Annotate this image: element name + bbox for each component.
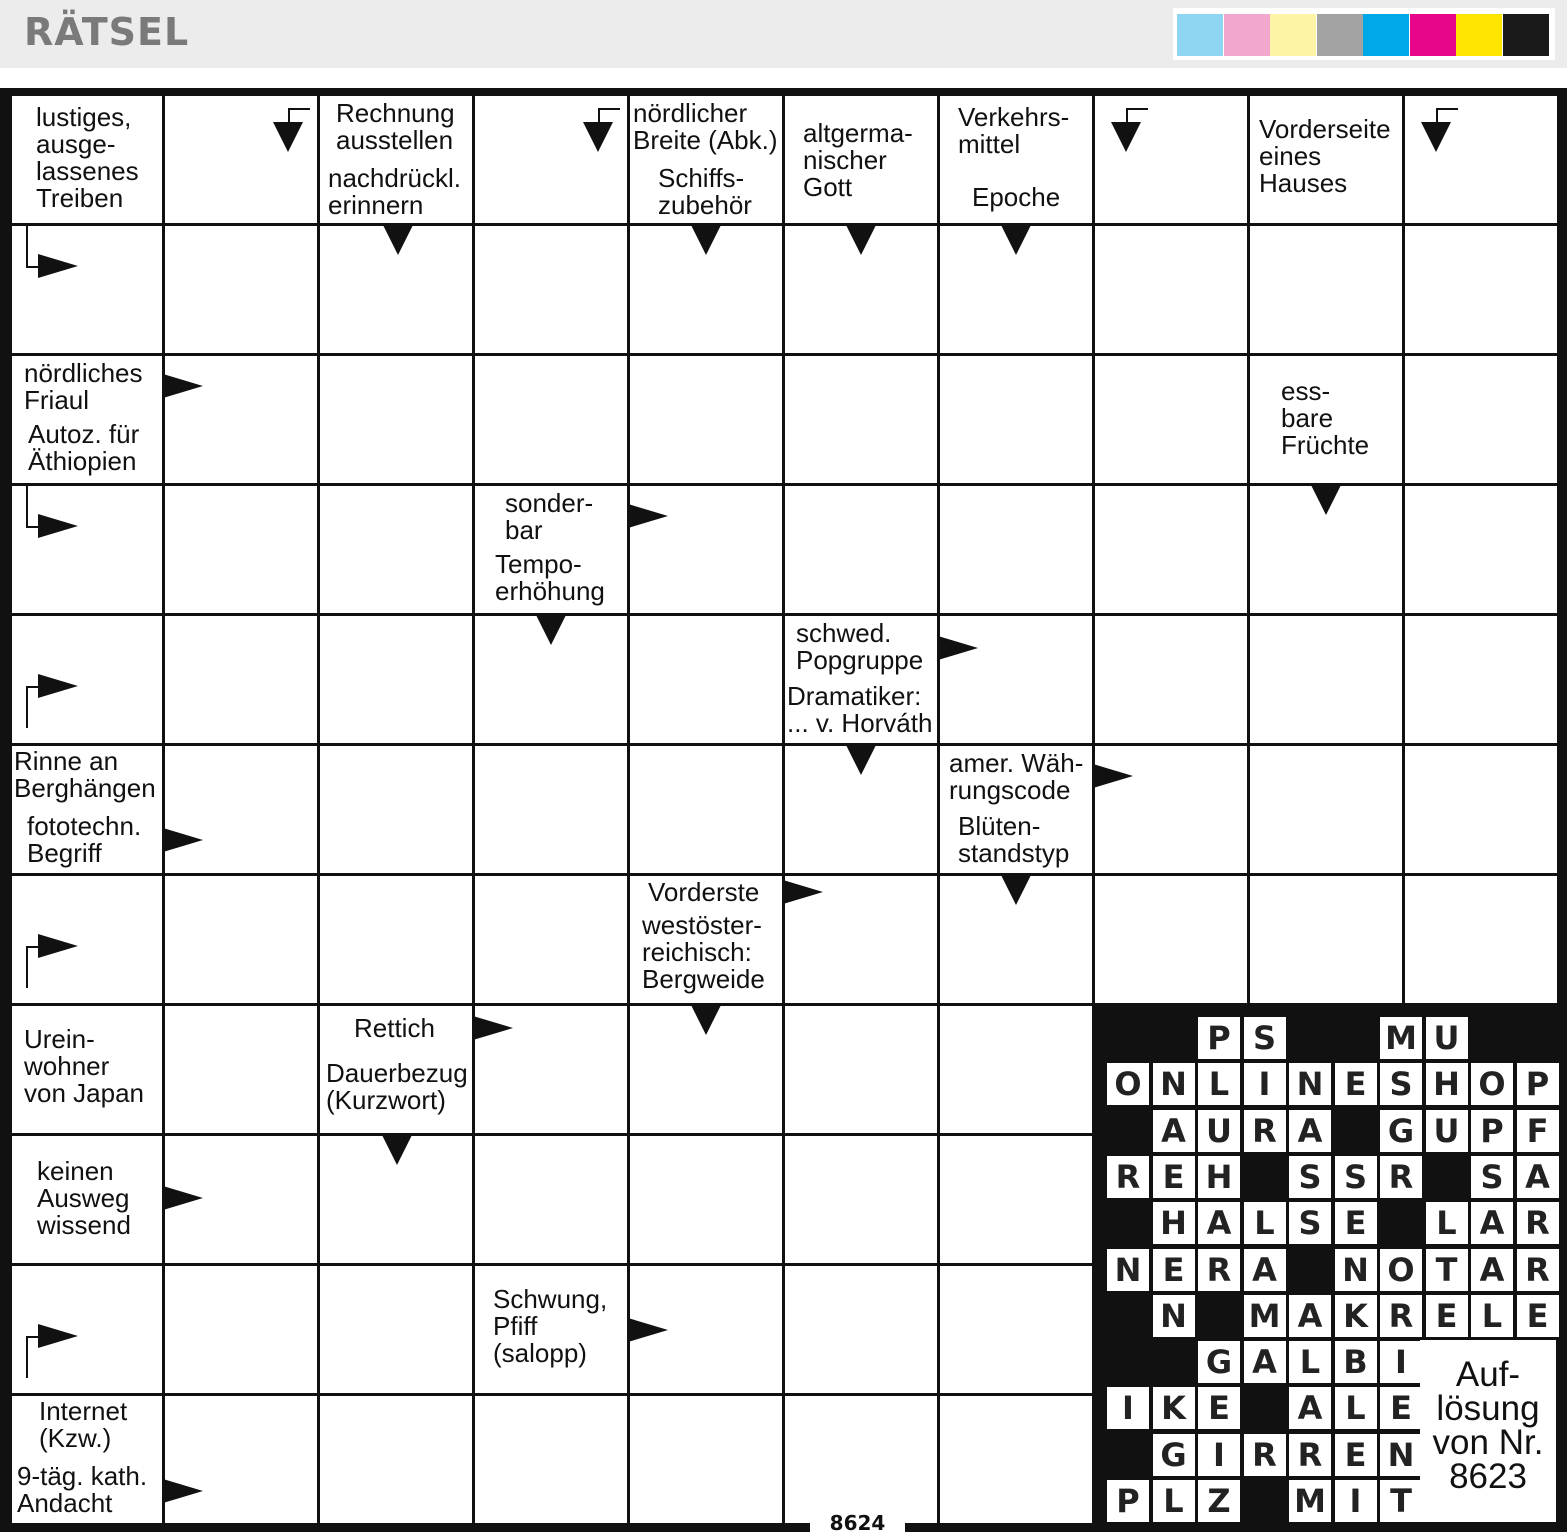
solution-letter: A [1244,1341,1286,1383]
solution-letter: E [1153,1249,1195,1291]
solution-letter: P [1471,1110,1513,1152]
solution-letter: L [1153,1480,1195,1522]
right-arrow-icon [38,934,78,958]
answer-cell[interactable] [1405,746,1557,873]
right-arrow-icon [163,828,203,852]
answer-cell[interactable] [320,356,472,483]
answer-cell[interactable] [475,876,627,1003]
solution-letter: L [1471,1295,1513,1337]
answer-cell[interactable] [940,486,1092,613]
solution-letter: K [1153,1387,1195,1429]
solution-letter: R [1107,1156,1149,1198]
solution-letter: L [1198,1063,1240,1105]
answer-cell[interactable] [165,1006,317,1133]
clue-box: Rettich [320,1006,472,1051]
clue-box: Tempo- erhöhung [475,549,627,613]
clue-box: Rinne an Berghängen [12,746,162,808]
answer-cell[interactable] [1250,876,1402,1003]
answer-cell[interactable] [1095,356,1247,483]
solution-letter: I [1198,1434,1240,1476]
answer-cell[interactable] [165,1266,317,1393]
solution-letter: R [1244,1434,1286,1476]
solution-letter: M [1244,1295,1286,1337]
solution-letter: E [1517,1295,1559,1337]
down-arrow-icon [846,745,876,775]
down-arrow-icon [1001,225,1031,255]
solution-letter: A [1517,1156,1559,1198]
right-arrow-icon [628,1318,668,1342]
answer-cell[interactable] [630,746,782,873]
right-arrow-icon [38,674,78,698]
down-arrow-icon [691,225,721,255]
color-calibration-bar [1173,8,1555,60]
down-arrow-icon [1311,485,1341,515]
answer-cell[interactable] [320,616,472,743]
solution-letter: O [1380,1249,1422,1291]
answer-cell[interactable] [320,746,472,873]
solution-letter: E [1335,1434,1377,1476]
clue-box: amer. Wäh- rungscode [940,746,1092,808]
solution-letter: L [1289,1341,1331,1383]
solution-letter: E [1153,1156,1195,1198]
answer-cell[interactable] [940,356,1092,483]
answer-cell[interactable] [165,486,317,613]
clue-box: ess- bare Früchte [1250,356,1402,483]
solution-letter: H [1153,1202,1195,1244]
solution-letter: N [1107,1249,1149,1291]
solution-letter: K [1335,1295,1377,1337]
clue-box: schwed. Popgruppe [785,616,937,678]
solution-letter: I [1380,1341,1422,1383]
solution-letter: Z [1198,1480,1240,1522]
down-arrow-icon [382,1135,412,1165]
solution-letter: U [1426,1110,1468,1152]
solution-letter: N [1335,1249,1377,1291]
right-arrow-icon [38,514,78,538]
solution-letter: G [1198,1341,1240,1383]
clue-box: Rechnung ausstellen [320,96,472,158]
solution-letter: R [1198,1249,1240,1291]
color-swatch [1317,14,1363,56]
clue-box: Vorderste [630,876,782,906]
solution-letter: I [1107,1387,1149,1429]
down-arrow-icon [536,615,566,645]
solution-letter: R [1517,1202,1559,1244]
clue-box: altgerma- nischer Gott [785,96,937,223]
solution-letter: T [1426,1249,1468,1291]
clue-box: keinen Ausweg wissend [12,1136,162,1263]
answer-cell[interactable] [165,746,317,873]
answer-cell[interactable] [785,486,937,613]
down-arrow-icon [273,122,303,152]
clue-box: nachdrückl. erinnern [320,161,472,223]
answer-cell[interactable] [1250,746,1402,873]
solution-letter: A [1244,1249,1286,1291]
clue-box: Dauerbezug (Kurzwort) [320,1054,472,1133]
clue-box: Urein- wohner von Japan [12,1006,162,1133]
answer-cell[interactable] [785,1136,937,1263]
answer-cell[interactable] [785,1266,937,1393]
solution-letter: N [1153,1063,1195,1105]
answer-cell[interactable] [1250,226,1402,353]
right-arrow-icon [628,504,668,528]
down-arrow-icon [1111,122,1141,152]
solution-letter: R [1380,1156,1422,1198]
down-arrow-icon [846,225,876,255]
solution-letter: A [1289,1387,1331,1429]
solution-letter: L [1244,1202,1286,1244]
clue-box: 9-täg. kath. Andacht [12,1461,162,1523]
answer-cell[interactable] [320,1266,472,1393]
answer-cell[interactable] [475,746,627,873]
answer-cell[interactable] [165,226,317,353]
clue-box: westöster- reichisch: Bergweide [630,909,782,1003]
right-arrow-icon [1093,764,1133,788]
color-swatch [1177,14,1223,56]
solution-letter: R [1289,1434,1331,1476]
right-arrow-icon [473,1016,513,1040]
solution-letter: R [1380,1295,1422,1337]
clue-box: fototechn. Begriff [12,811,162,873]
right-arrow-icon [163,1479,203,1503]
solution-caption: Auf- lösung von Nr. 8623 [1420,1340,1556,1522]
solution-letter: R [1517,1249,1559,1291]
answer-cell[interactable] [475,1396,627,1523]
solution-letter: G [1153,1434,1195,1476]
solution-letter: S [1471,1156,1513,1198]
answer-cell[interactable] [630,356,782,483]
clue-box: Epoche [940,174,1092,223]
solution-letter: M [1380,1017,1422,1059]
answer-cell[interactable] [475,356,627,483]
color-swatch [1363,14,1409,56]
solution-letter: A [1289,1110,1331,1152]
solution-letter: T [1380,1480,1422,1522]
solution-letter: E [1426,1295,1468,1337]
solution-letter: A [1153,1110,1195,1152]
answer-cell[interactable] [475,226,627,353]
solution-letter: S [1244,1017,1286,1059]
solution-letter: P [1517,1063,1559,1105]
right-arrow-icon [163,374,203,398]
answer-cell[interactable] [1095,96,1247,223]
answer-cell[interactable] [1405,616,1557,743]
solution-letter: A [1471,1202,1513,1244]
solution-letter: U [1198,1110,1240,1152]
clue-box: nördlicher Breite (Abk.) [630,96,782,158]
answer-cell[interactable] [785,356,937,483]
answer-cell[interactable] [320,1396,472,1523]
page-header [0,0,1567,68]
answer-cell[interactable] [785,1396,937,1523]
clue-box: Dramatiker: ... v. Horváth [785,681,937,743]
solution-letter: O [1107,1063,1149,1105]
clue-box: Blüten- standstyp [940,811,1092,873]
solution-letter: N [1289,1063,1331,1105]
right-arrow-icon [783,880,823,904]
solution-letter: L [1335,1387,1377,1429]
right-arrow-icon [38,254,78,278]
solution-letter: F [1517,1110,1559,1152]
clue-box: Schwung, Pfiff (salopp) [475,1266,627,1393]
solution-letter: N [1380,1434,1422,1476]
solution-letter: U [1426,1017,1468,1059]
down-arrow-icon [583,122,613,152]
solution-letter: P [1198,1017,1240,1059]
solution-letter: S [1335,1156,1377,1198]
right-arrow-icon [38,1324,78,1348]
answer-cell[interactable] [1095,616,1247,743]
solution-letter: I [1244,1063,1286,1105]
down-arrow-icon [1001,875,1031,905]
solution-letter: S [1289,1156,1331,1198]
answer-cell[interactable] [1095,226,1247,353]
down-arrow-icon [1421,122,1451,152]
page-title: RÄTSEL [24,10,190,54]
color-swatch [1456,14,1502,56]
puzzle-number: 8624 [810,1510,905,1532]
solution-letter: E [1198,1387,1240,1429]
solution-letter: R [1244,1110,1286,1152]
solution-letter: P [1107,1480,1149,1522]
color-swatch [1503,14,1549,56]
answer-cell[interactable] [475,1136,627,1263]
solution-letter: O [1471,1063,1513,1105]
solution-letter: A [1198,1202,1240,1244]
solution-letter: S [1289,1202,1331,1244]
clue-box: Internet (Kzw.) [12,1396,162,1458]
solution-letter: E [1335,1202,1377,1244]
down-arrow-icon [383,225,413,255]
answer-cell[interactable] [630,1396,782,1523]
solution-letter: E [1380,1387,1422,1429]
solution-letter: H [1198,1156,1240,1198]
answer-cell[interactable] [1250,616,1402,743]
clue-box: lustiges, ausge- lassenes Treiben [12,96,162,223]
answer-cell[interactable] [1405,356,1557,483]
answer-cell[interactable] [940,1006,1092,1133]
answer-cell[interactable] [165,616,317,743]
answer-cell[interactable] [165,876,317,1003]
solution-letter: G [1380,1110,1422,1152]
answer-cell[interactable] [1405,96,1557,223]
solution-letter: A [1471,1249,1513,1291]
solution-letter: M [1289,1480,1331,1522]
answer-cell[interactable] [940,1396,1092,1523]
answer-cell[interactable] [940,1136,1092,1263]
solution-letter: A [1289,1295,1331,1337]
down-arrow-icon [691,1005,721,1035]
answer-cell[interactable] [1405,486,1557,613]
answer-cell[interactable] [1405,876,1557,1003]
solution-letter: B [1335,1341,1377,1383]
answer-cell[interactable] [1095,486,1247,613]
clue-box: Schiffs- zubehör [630,161,782,223]
answer-cell[interactable] [165,1396,317,1523]
right-arrow-icon [163,1186,203,1210]
answer-cell[interactable] [940,1266,1092,1393]
solution-letter: N [1153,1295,1195,1337]
answer-cell[interactable] [1405,226,1557,353]
color-swatch [1270,14,1316,56]
clue-box: Vorderseite eines Hauses [1250,96,1402,223]
clue-box: sonder- bar [475,486,627,546]
clue-box: nördliches Friaul [12,356,162,416]
answer-cell[interactable] [320,876,472,1003]
color-swatch [1224,14,1270,56]
answer-cell[interactable] [630,616,782,743]
clue-box: Autoz. für Äthiopien [12,419,162,483]
right-arrow-icon [938,636,978,660]
color-swatch [1410,14,1456,56]
answer-cell[interactable] [630,1136,782,1263]
solution-letter: E [1335,1063,1377,1105]
answer-cell[interactable] [1095,876,1247,1003]
clue-box: Verkehrs- mittel [940,96,1092,171]
solution-letter: S [1380,1063,1422,1105]
solution-letter: H [1426,1063,1468,1105]
answer-cell[interactable] [320,486,472,613]
solution-letter: I [1335,1480,1377,1522]
answer-cell[interactable] [785,1006,937,1133]
solution-letter: L [1426,1202,1468,1244]
